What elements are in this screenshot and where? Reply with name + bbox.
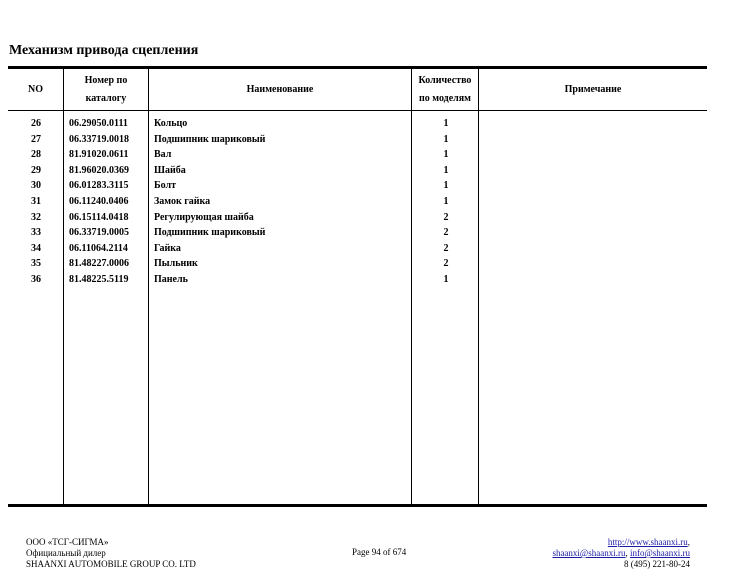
cell-catalog: 81.48225.5119 bbox=[69, 273, 129, 285]
page-number: Page 94 of 674 bbox=[352, 547, 407, 557]
cell-no: 28 bbox=[31, 149, 41, 161]
header-catalog-line1: Номер по bbox=[84, 74, 128, 86]
table-row bbox=[8, 256, 707, 272]
table-row bbox=[8, 147, 707, 163]
cell-catalog: 06.01283.3115 bbox=[69, 180, 129, 192]
email-link-info[interactable]: info@shaanxi.ru bbox=[629, 548, 690, 558]
table-row bbox=[8, 272, 707, 288]
cell-no: 34 bbox=[31, 242, 41, 254]
cell-no: 32 bbox=[31, 211, 41, 223]
table-row bbox=[8, 163, 707, 179]
table-row bbox=[8, 194, 707, 210]
footer-group: SHAANXI AUTOMOBILE GROUP CO. LTD bbox=[26, 559, 196, 569]
header-no: NO bbox=[28, 83, 43, 95]
website-link[interactable]: http://www.shaanxi.ru bbox=[607, 537, 688, 547]
email-link-shaanxi[interactable]: shaanxi@shaanxi.ru bbox=[552, 548, 626, 558]
cell-catalog: 81.91020.0611 bbox=[69, 149, 129, 161]
cell-catalog: 06.11064.2114 bbox=[69, 242, 128, 254]
header-name: Наименование bbox=[246, 83, 314, 95]
cell-name: Панель bbox=[154, 273, 188, 285]
cell-catalog: 81.48227.0006 bbox=[69, 258, 129, 270]
cell-catalog: 06.33719.0005 bbox=[69, 227, 129, 239]
cell-no: 33 bbox=[31, 227, 41, 239]
cell-catalog: 06.33719.0018 bbox=[69, 133, 129, 145]
cell-catalog: 81.96020.0369 bbox=[69, 164, 129, 176]
table-row bbox=[8, 116, 707, 132]
table-row bbox=[8, 178, 707, 194]
cell-no: 31 bbox=[31, 195, 41, 207]
cell-name: Шайба bbox=[154, 164, 186, 176]
table-body bbox=[8, 116, 707, 288]
page-title: Механизм привода сцепления bbox=[9, 43, 199, 58]
cell-no: 29 bbox=[31, 164, 41, 176]
cell-qty: 1 bbox=[443, 164, 449, 176]
cell-qty: 2 bbox=[443, 227, 449, 239]
footer-contacts bbox=[552, 537, 690, 570]
table-row bbox=[8, 225, 707, 241]
footer-dealer: Официальный дилер bbox=[26, 548, 106, 558]
cell-name: Подшипник шариковый bbox=[154, 133, 266, 145]
cell-no: 30 bbox=[31, 180, 41, 192]
cell-qty: 1 bbox=[443, 273, 449, 285]
footer-company-info bbox=[26, 537, 196, 570]
table-row bbox=[8, 132, 707, 148]
email-separator: , bbox=[625, 548, 630, 558]
cell-qty: 1 bbox=[443, 118, 449, 129]
cell-qty: 1 bbox=[443, 149, 449, 161]
cell-no: 26 bbox=[31, 118, 41, 129]
cell-name: Кольцо bbox=[154, 118, 188, 129]
cell-name: Регулирующая шайба bbox=[154, 211, 254, 223]
cell-qty: 1 bbox=[443, 133, 449, 145]
header-catalog bbox=[64, 69, 148, 110]
cell-no: 27 bbox=[31, 133, 41, 145]
header-qty bbox=[412, 69, 478, 110]
cell-name: Вал bbox=[154, 149, 172, 161]
cell-qty: 2 bbox=[443, 211, 449, 223]
cell-qty: 2 bbox=[443, 242, 449, 254]
table-row bbox=[8, 210, 707, 226]
header-divider bbox=[8, 110, 707, 111]
cell-name: Болт bbox=[154, 180, 177, 192]
cell-no: 36 bbox=[31, 273, 41, 285]
cell-name: Пыльник bbox=[154, 258, 198, 270]
cell-name: Гайка bbox=[154, 242, 181, 254]
footer-company: ООО «ТСГ-СИГМА» bbox=[26, 537, 109, 547]
parts-table bbox=[8, 66, 707, 507]
cell-name: Замок гайка bbox=[154, 195, 211, 207]
header-note: Примечание bbox=[564, 83, 622, 95]
table-row bbox=[8, 241, 707, 257]
cell-qty: 1 bbox=[443, 180, 449, 192]
footer-phone: 8 (495) 221-80-24 bbox=[624, 559, 690, 569]
cell-catalog: 06.15114.0418 bbox=[69, 211, 129, 223]
header-catalog-line2: каталогу bbox=[85, 92, 127, 104]
header-qty-line2: по моделям bbox=[419, 92, 471, 104]
cell-catalog: 06.29050.0111 bbox=[69, 118, 128, 129]
cell-catalog: 06.11240.0406 bbox=[69, 195, 129, 207]
cell-qty: 1 bbox=[443, 195, 449, 207]
cell-no: 35 bbox=[31, 258, 41, 270]
cell-qty: 2 bbox=[443, 258, 449, 270]
cell-name: Подшипник шариковый bbox=[154, 227, 266, 239]
website-separator: , bbox=[687, 537, 690, 547]
header-qty-line1: Количество bbox=[418, 74, 472, 86]
